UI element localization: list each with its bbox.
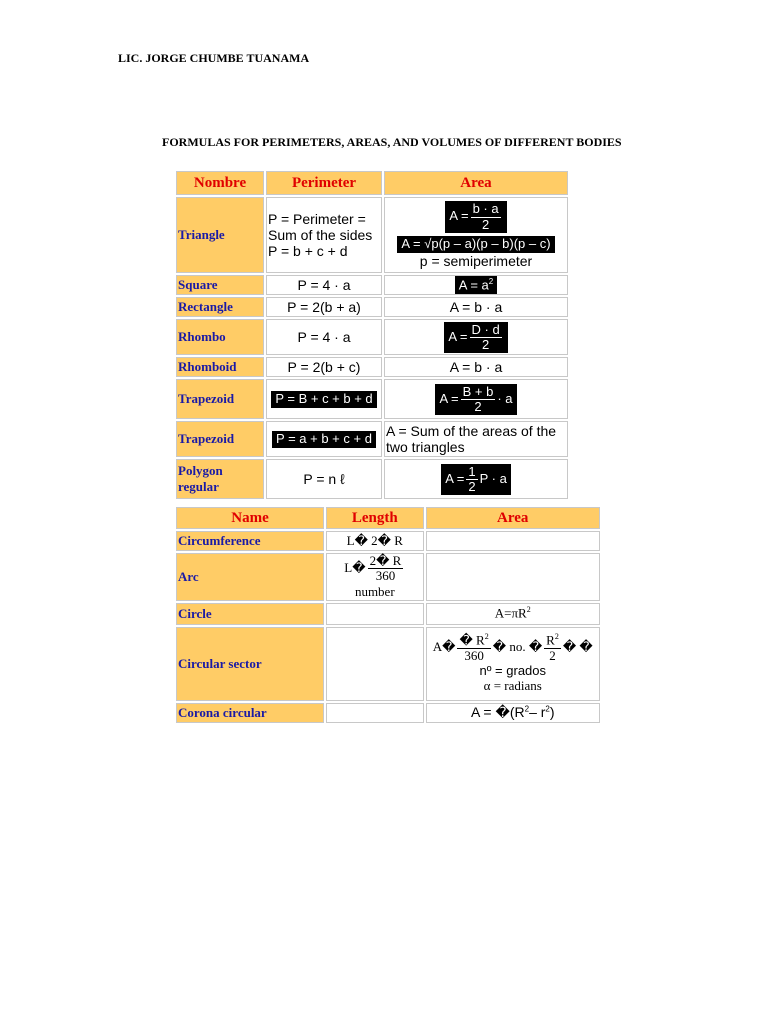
area-cell	[426, 553, 601, 601]
row-arc	[176, 553, 600, 601]
circle-formulas-table	[174, 505, 602, 725]
row-circular-sector	[176, 627, 600, 701]
perimeter-cell: P = 4 · a	[266, 319, 382, 355]
shape-name: Rectangle	[176, 297, 264, 317]
area-cell: $A=\pi R^2$	[426, 603, 601, 625]
area-cell: A = Sum of the areas of the two triangles	[384, 421, 568, 457]
area-cell: A = b · a	[384, 357, 568, 377]
perimeter-cell: P = 4 · a	[266, 275, 382, 295]
area-formula-heron: A = √p(p – a)(p – b)(p – c)	[397, 236, 554, 253]
row-square	[176, 275, 568, 295]
shape-name: Polygon regular	[176, 459, 264, 499]
perimeter-formula: P = B + c + b + d	[271, 391, 376, 408]
row-corona-circular	[176, 703, 600, 723]
row-triangle	[176, 197, 568, 273]
shape-name: Circular sector	[176, 627, 324, 701]
radians-note: α = radians	[483, 678, 542, 694]
shape-name: Rhombo	[176, 319, 264, 355]
row-trapezoid-1	[176, 379, 568, 419]
area-formula: A = $\frac{D \cdot d}{2}$	[444, 322, 507, 354]
row-rectangle	[176, 297, 568, 317]
shape-name: Circle	[176, 603, 324, 625]
document-title: FORMULAS FOR PERIMETERS, AREAS, AND VOLUMES OF DIFFERENT BODIES	[162, 135, 622, 149]
length-cell	[326, 627, 423, 701]
area-cell	[426, 627, 601, 701]
header-area: Area	[384, 171, 568, 195]
perimeter-definition: P = Perimeter = Sum of the sides	[268, 211, 373, 243]
shape-name: Square	[176, 275, 264, 295]
header-perimeter: Perimeter	[266, 171, 382, 195]
area-cell	[384, 197, 568, 273]
perimeter-cell	[266, 379, 382, 419]
row-circumference	[176, 531, 600, 551]
area-cell	[384, 319, 568, 355]
perimeter-cell: P = 2(b + c)	[266, 357, 382, 377]
length-cell: L� $\frac{2� R}{360}$ number	[326, 553, 423, 601]
shape-name: Trapezoid	[176, 421, 264, 457]
row-rhomboid	[176, 357, 568, 377]
shape-name: Circumference	[176, 531, 324, 551]
shape-name: Triangle	[176, 197, 264, 273]
degrees-note: nº = grados	[479, 663, 547, 679]
shape-name: Rhomboid	[176, 357, 264, 377]
shape-name: Corona circular	[176, 703, 324, 723]
header-name: Name	[176, 507, 324, 529]
perimeter-cell: P = 2(b + a)	[266, 297, 382, 317]
row-circle	[176, 603, 600, 625]
perimeter-cell: P = n ℓ	[266, 459, 382, 499]
author-name: LIC. JORGE CHUMBE TUANAMA	[118, 51, 310, 65]
area-formula: A = $\frac{1}{2}$ P · a	[441, 464, 511, 496]
row-rhombo	[176, 319, 568, 355]
area-cell	[384, 459, 568, 499]
area-formula: $A = a^2$	[455, 276, 497, 294]
header-nombre: Nombre	[176, 171, 264, 195]
area-cell: A = b · a	[384, 297, 568, 317]
perimeter-cell	[266, 421, 382, 457]
perimeter-formula: P = a + b + c + d	[272, 431, 376, 448]
length-cell: L� 2� R	[326, 531, 423, 551]
row-polygon-regular	[176, 459, 568, 499]
sector-area-formula: A� $\frac{� R^2}{360}$ � no. � $\frac{R^2}{2}$ � �	[432, 632, 593, 663]
perimeter-cell	[266, 197, 382, 273]
area-formula-base-height: A = $\frac{b \cdot a}{2}$	[445, 201, 506, 233]
area-cell: $A = �(R^2-$ $r^2$)	[426, 703, 601, 723]
row-trapezoid-2	[176, 421, 568, 457]
perimeter-formula: P = b + c + d	[268, 243, 348, 259]
perimeter-area-table	[174, 169, 570, 501]
shape-name: Trapezoid	[176, 379, 264, 419]
header-area: Area	[426, 507, 601, 529]
length-cell	[326, 703, 423, 723]
length-cell	[326, 603, 423, 625]
semiperimeter-note: p = semiperimeter	[419, 252, 533, 269]
area-formula: A = $\frac{B + b}{2}$ · a	[435, 384, 516, 416]
shape-name: Arc	[176, 553, 324, 601]
area-cell	[384, 379, 568, 419]
area-cell	[426, 531, 601, 551]
area-cell	[384, 275, 568, 295]
header-length: Length	[326, 507, 423, 529]
